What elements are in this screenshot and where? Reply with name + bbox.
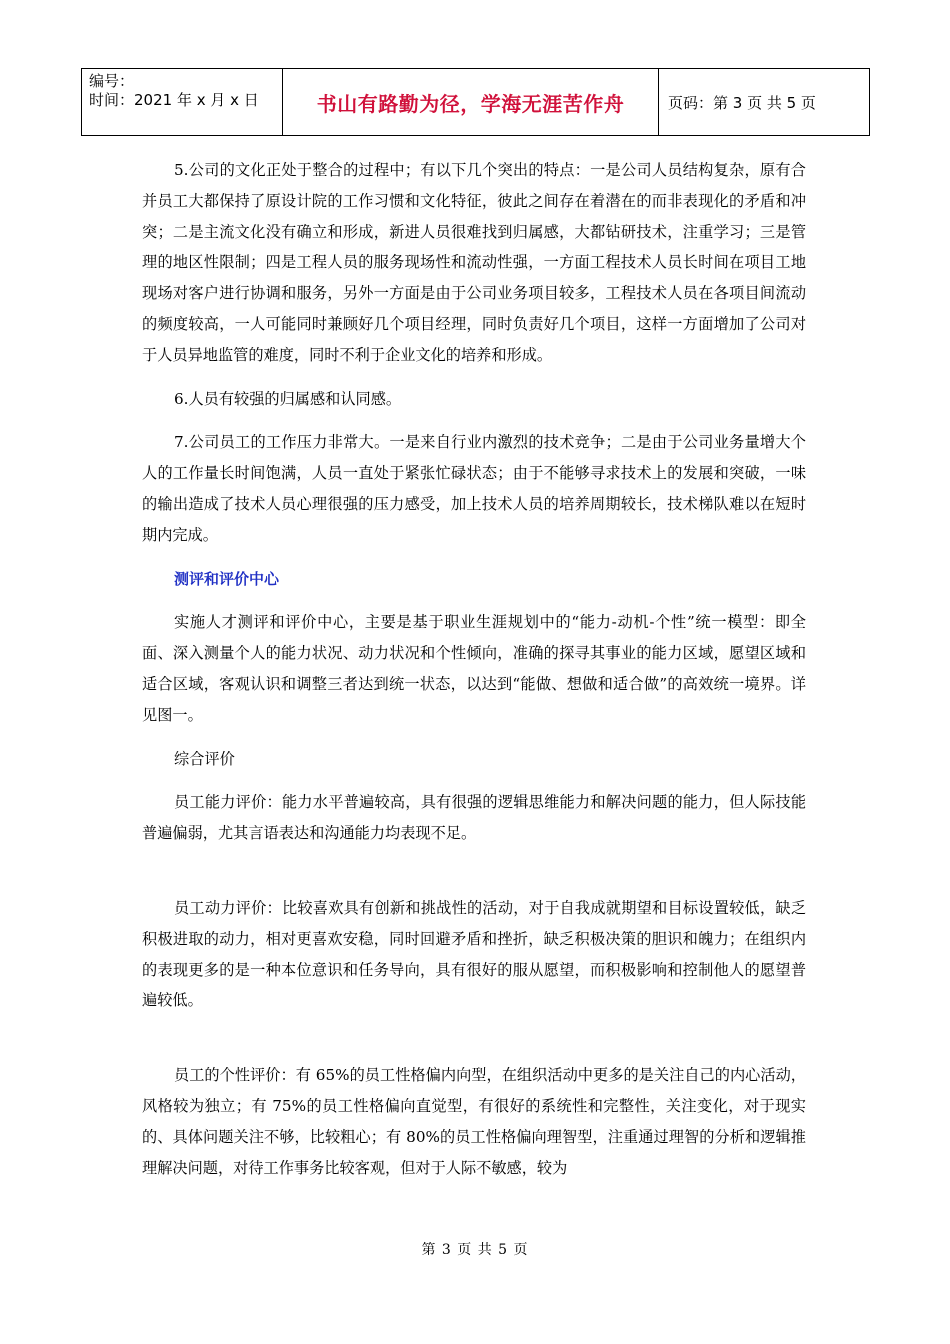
header-meta-cell [82,69,283,135]
paragraph-motivation: 员工动力评价：比较喜欢具有创新和挑战性的活动，对于自我成就期望和目标设置较低，缺乏积极进取的动力，相对更喜欢安稳，同时回避矛盾和挫折，缺乏积极决策的胆识和魄力；在组织内的表现更多的是一种本位意识和任务导向，具有很好的服从愿望，而积极影响和控制他人的愿望普遍较低。 [142,898,806,1010]
subheading-overall: 综合评价 [174,749,235,768]
document-body [142,155,806,1196]
paragraph-assessment: 实施人才测评和评价中心，主要是基于职业生涯规划中的“能力-动机-个性”统一模型：即全面、深入测量个人的能力状况、动力状况和个性倾向，准确的探寻其事业的能力区域，愿望区域和适合区域，客观认识和调整三者达到统一状态，以达到“能做、想做和适合做”的高效统一境界。详见图一。 [142,613,806,724]
header-motto: 书山有路勤为径，学海无涯苦作舟 [283,69,659,135]
paragraph-personality: 员工的个性评价：有 65%的员工性格偏内向型，在组织活动中更多的是关注自己的内心活动，风格较为独立；有 75%的员工性格偏向直觉型，有很好的系统性和完整性，关注变化，对于现实的、具体问题关注不够，比较粗心；有 80%的员工性格偏向理智型，注重通过理智的分析和逻辑推理解决问题，对待工作事务比较客观，但对于人际不敏感，较为 [142,1066,806,1177]
document-date-label: 时间：2021 年 x 月 x 日 [89,91,259,109]
paragraph-belonging: 6.人员有较强的归属感和认同感。 [174,389,402,408]
page-header [81,68,870,136]
document-number-label: 编号： [89,72,135,90]
header-page-label: 页码：第 3 页 共 5 页 [668,93,816,112]
page-footer: 第 3 页 共 5 页 [421,1242,529,1258]
paragraph-ability: 员工能力评价：能力水平普遍较高，具有很强的逻辑思维能力和解决问题的能力，但人际技能普遍偏弱，尤其言语表达和沟通能力均表现不足。 [142,793,806,843]
section-heading: 测评和评价中心 [174,569,280,588]
paragraph-culture: 5.公司的文化正处于整合的过程中；有以下几个突出的特点：一是公司人员结构复杂，原有合并员工大都保持了原设计院的工作习惯和文化特征，彼此之间存在着潜在的而非表现化的矛盾和冲突；二是主流文化没有确立和形成，新进人员很难找到归属感，大都钻研技术，注重学习；三是管理的地区性限制；四是工程人员的服务现场性和流动性强，一方面工程技术人员长时间在项目工地现场对客户进行协调和服务，另外一方面是由于公司业务项目较多，工程技术人员在各项目间流动的频度较高，一人可能同时兼顾好几个项目经理，同时负责好几个项目，这样一方面增加了公司对于人员异地监管的难度，同时不利于企业文化的培养和形成。 [142,161,806,364]
paragraph-pressure: 7.公司员工的工作压力非常大。一是来自行业内激烈的技术竞争；二是由于公司业务量增大个人的工作量长时间饱满，人员一直处于紧张忙碌状态；由于不能够寻求技术上的发展和突破，一味的输出造成了技术人员心理很强的压力感受，加上技术人员的培养周期较长，技术梯队难以在短时期内完成。 [142,433,806,544]
